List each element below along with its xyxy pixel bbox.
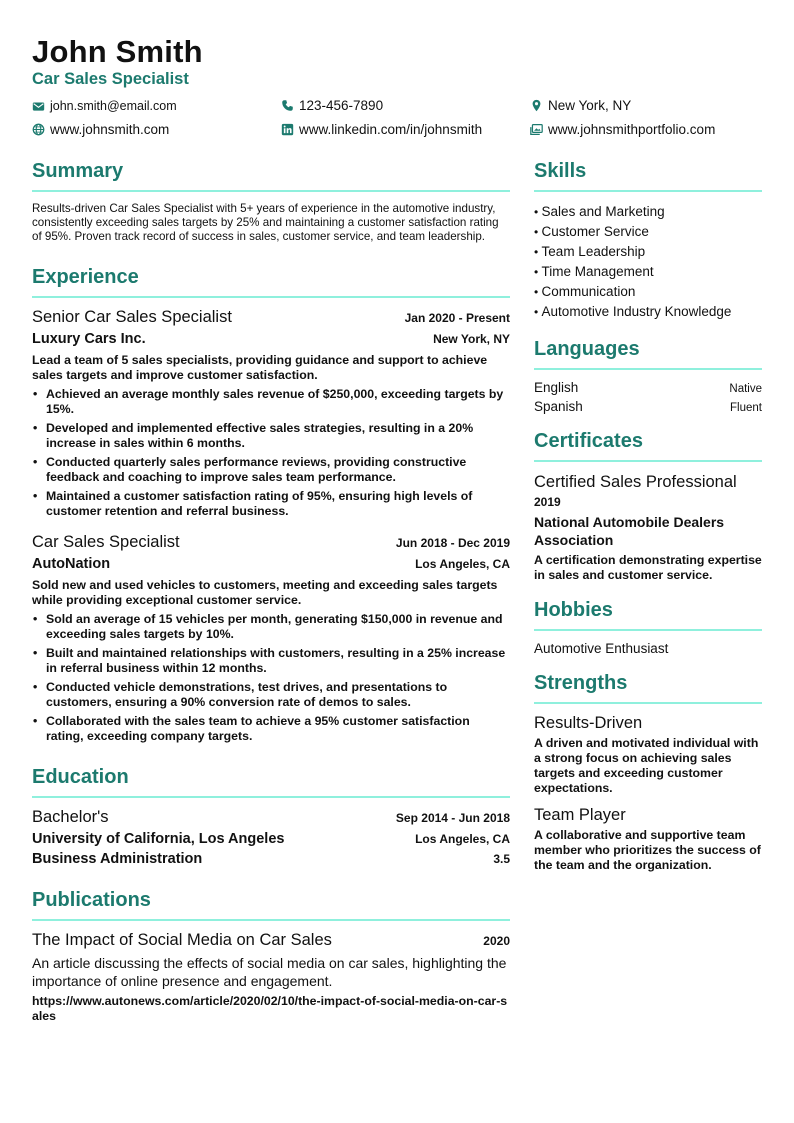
publication-description: An article discussing the effects of social media on car sales, highlighting the importance of online presence and engagement. bbox=[32, 955, 507, 989]
job-entry bbox=[32, 533, 510, 744]
phone-icon bbox=[281, 99, 294, 112]
certificate-description: A certification demonstrating expertise in sales and customer service. bbox=[534, 553, 762, 582]
linkedin-icon bbox=[281, 123, 294, 136]
contact-email[interactable] bbox=[32, 99, 177, 113]
experience-heading: Experience bbox=[32, 266, 510, 298]
field-of-study: Business Administration bbox=[32, 851, 203, 867]
strength-description: A driven and motivated individual with a strong focus on achieving sales targets and exceeding customer expectations. bbox=[534, 736, 759, 795]
certificate-year: 2019 bbox=[534, 495, 561, 509]
strength-title: Team Player bbox=[534, 806, 626, 824]
job-title: Car Sales Specialist bbox=[32, 533, 180, 551]
strengths-heading: Strengths bbox=[534, 672, 762, 704]
main-column bbox=[32, 160, 510, 1024]
degree: Bachelor's bbox=[32, 808, 109, 826]
job-location: Los Angeles, CA bbox=[415, 557, 510, 571]
website-text: www.johnsmith.com bbox=[50, 122, 170, 137]
hobbies-heading: Hobbies bbox=[534, 599, 762, 631]
language-row bbox=[534, 399, 762, 414]
language-name: English bbox=[534, 380, 579, 395]
school-name: University of California, Los Angeles bbox=[32, 831, 285, 847]
skill-item: • Time Management bbox=[534, 262, 762, 282]
achievement-item: • Collaborated with the sales team to achieve a 95% customer satisfaction rating, exceeding company targets. bbox=[32, 714, 510, 744]
experience-section bbox=[32, 266, 510, 744]
school-location: Los Angeles, CA bbox=[415, 832, 510, 846]
hobby-item: Automotive Enthusiast bbox=[534, 641, 669, 656]
summary-section bbox=[32, 160, 510, 244]
language-row bbox=[534, 380, 762, 395]
location-pin-icon bbox=[530, 99, 543, 112]
candidate-title: Car Sales Specialist bbox=[32, 70, 189, 88]
job-location: New York, NY bbox=[433, 332, 510, 346]
job-company: Luxury Cars Inc. bbox=[32, 331, 146, 347]
achievement-item: • Achieved an average monthly sales revenue of $250,000, exceeding targets by 15%. bbox=[32, 387, 510, 417]
achievement-item: • Conducted vehicle demonstrations, test drives, and presentations to customers, ensuring a 90% conversion rate of demos to sales. bbox=[32, 680, 510, 710]
gpa: 3.5 bbox=[493, 852, 510, 866]
strength-entry bbox=[534, 806, 762, 873]
certificates-section bbox=[534, 430, 762, 583]
job-description: Lead a team of 5 sales specialists, providing guidance and support to achieve sales targets and improve customer satisfaction. bbox=[32, 353, 488, 382]
job-achievements bbox=[32, 612, 510, 744]
publication-link[interactable]: https://www.autonews.com/article/2020/02/10/the-impact-of-social-media-on-car-sales bbox=[32, 994, 508, 1023]
job-title: Senior Car Sales Specialist bbox=[32, 308, 232, 326]
job-description: Sold new and used vehicles to customers, meeting and exceeding sales targets while providing exceptional customer service. bbox=[32, 578, 498, 607]
languages-heading: Languages bbox=[534, 338, 762, 370]
email-text: john.smith@email.com bbox=[50, 99, 177, 113]
contact-phone[interactable] bbox=[281, 98, 383, 113]
skill-item: • Automotive Industry Knowledge bbox=[534, 302, 762, 322]
job-achievements bbox=[32, 387, 510, 519]
achievement-item: • Built and maintained relationships with customers, resulting in a 25% increase in referral business within 12 months. bbox=[32, 646, 510, 676]
certificate-title: Certified Sales Professional bbox=[534, 473, 737, 491]
email-icon bbox=[32, 100, 45, 113]
contact-portfolio[interactable] bbox=[530, 122, 715, 137]
publication-year: 2020 bbox=[483, 934, 510, 948]
language-level: Fluent bbox=[730, 402, 762, 414]
skill-item: • Sales and Marketing bbox=[534, 202, 762, 222]
summary-heading: Summary bbox=[32, 160, 510, 192]
skills-section bbox=[534, 160, 762, 322]
achievement-item: • Sold an average of 15 vehicles per month, generating $150,000 in revenue and exceeding sales targets by 10%. bbox=[32, 612, 510, 642]
contact-linkedin[interactable] bbox=[281, 122, 482, 137]
strength-title: Results-Driven bbox=[534, 714, 643, 732]
achievement-item: • Developed and implemented effective sales strategies, resulting in a 20% increase in sales within 6 months. bbox=[32, 421, 510, 451]
summary-text: Results-driven Car Sales Specialist with 5+ years of experience in the automotive industry, consistently exceeding sales targets by 25% and maintaining a customer satisfaction rating of 95%. Proven track record of success in sales, customer service, and team leadership. bbox=[32, 202, 499, 243]
side-column bbox=[534, 160, 762, 873]
job-entry bbox=[32, 308, 510, 519]
portfolio-text: www.johnsmithportfolio.com bbox=[548, 122, 716, 137]
location-text: New York, NY bbox=[548, 98, 632, 113]
skills-list bbox=[534, 202, 762, 322]
hobbies-section bbox=[534, 599, 762, 656]
contact-location bbox=[530, 98, 631, 113]
language-level: Native bbox=[729, 383, 762, 395]
achievement-item: • Maintained a customer satisfaction rating of 95%, ensuring high levels of customer retention and referral business. bbox=[32, 489, 510, 519]
contact-website[interactable] bbox=[32, 122, 169, 137]
skills-heading: Skills bbox=[534, 160, 762, 192]
phone-text: 123-456-7890 bbox=[299, 98, 384, 113]
job-company: AutoNation bbox=[32, 556, 111, 572]
portfolio-icon bbox=[530, 123, 543, 136]
education-heading: Education bbox=[32, 766, 510, 798]
linkedin-text: www.linkedin.com/in/johnsmith bbox=[299, 122, 483, 137]
languages-section bbox=[534, 338, 762, 414]
certificate-issuer: National Automobile Dealers Association bbox=[534, 514, 725, 548]
education-dates: Sep 2014 - Jun 2018 bbox=[395, 811, 510, 825]
strength-description: A collaborative and supportive team member who prioritizes the success of the team and the organization. bbox=[534, 828, 761, 872]
strengths-section bbox=[534, 672, 762, 873]
language-name: Spanish bbox=[534, 399, 583, 414]
skill-item: • Customer Service bbox=[534, 222, 762, 242]
publication-title: The Impact of Social Media on Car Sales bbox=[32, 931, 332, 949]
publications-heading: Publications bbox=[32, 889, 510, 921]
strength-entry bbox=[534, 714, 762, 796]
job-dates: Jan 2020 - Present bbox=[404, 311, 510, 325]
skill-item: • Team Leadership bbox=[534, 242, 762, 262]
candidate-name: John Smith bbox=[32, 34, 203, 69]
globe-icon bbox=[32, 123, 45, 136]
achievement-item: • Conducted quarterly sales performance reviews, providing constructive feedback and coaching to improve sales team performance. bbox=[32, 455, 510, 485]
skill-item: • Communication bbox=[534, 282, 762, 302]
certificates-heading: Certificates bbox=[534, 430, 762, 462]
publications-section bbox=[32, 889, 510, 1024]
education-section bbox=[32, 766, 510, 867]
job-dates: Jun 2018 - Dec 2019 bbox=[395, 536, 510, 550]
